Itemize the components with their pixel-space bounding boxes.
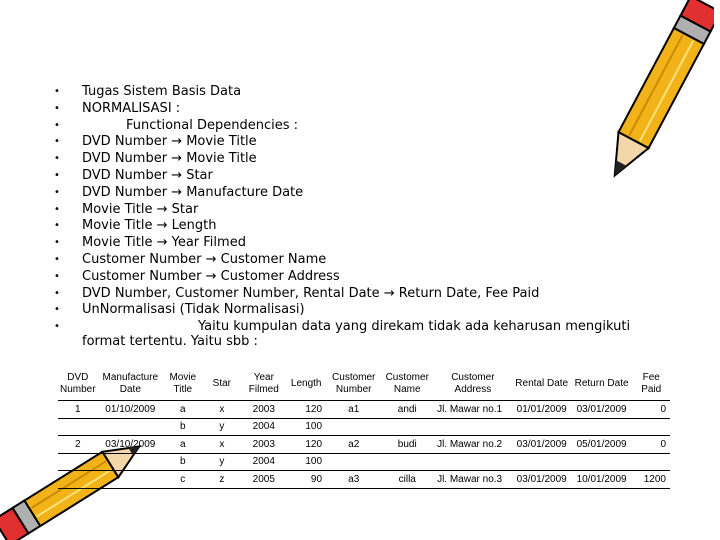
table-cell: 05/01/2009 [571, 436, 633, 454]
column-header: Star [212, 378, 231, 389]
list-item: • Tugas Sistem Basis Data [54, 84, 242, 99]
table-cell: 2004 [241, 453, 286, 471]
table-cell [381, 418, 433, 436]
table-cell: a2 [326, 436, 381, 454]
table-cell: Jl. Mawar no.2 [433, 436, 513, 454]
table-cell [513, 453, 571, 471]
table-cell: y [202, 418, 241, 436]
column-header: Movie Title [169, 372, 197, 395]
table-cell: z [202, 471, 241, 489]
bullet-list [52, 84, 652, 336]
bullet-icon: • [54, 136, 60, 148]
list-item: • Movie Title → Year Filmed [54, 235, 246, 251]
column-header: Fee Paid [641, 372, 662, 395]
table-cell: a [163, 401, 202, 419]
table-cell [58, 471, 98, 489]
table-cell [326, 453, 381, 471]
table-cell: 03/01/2009 [513, 436, 571, 454]
table-cell: 03/10/2009 [98, 436, 164, 454]
table-cell: Jl. Mawar no.3 [433, 471, 513, 489]
list-item: • NORMALISASI : [54, 100, 181, 116]
column-header: Length [290, 378, 322, 389]
unnormalized-table [58, 368, 670, 489]
bullet-icon: • [54, 304, 60, 316]
column-header: Customer Address [451, 372, 495, 395]
table-cell: 90 [286, 471, 326, 489]
table-cell: 2003 [241, 401, 286, 419]
table-cell: a1 [326, 401, 381, 419]
bullet-icon: • [54, 153, 60, 165]
table-cell: 01/10/2009 [98, 401, 164, 419]
table-cell [513, 418, 571, 436]
column-header: DVD Number [60, 372, 96, 395]
paragraph-continuation: format tertentu. Yaitu sbb : [82, 334, 258, 349]
table-cell: 2004 [241, 418, 286, 436]
bullet-icon: • [54, 270, 60, 282]
column-header: Customer Number [332, 372, 376, 395]
table-cell: x [202, 436, 241, 454]
list-item: • DVD Number → Star [54, 167, 213, 183]
bullet-icon: • [54, 253, 60, 265]
bullet-icon: • [54, 119, 60, 131]
list-item: • UnNormalisasi (Tidak Normalisasi) [54, 302, 305, 318]
list-item: • DVD Number → Movie Title [54, 134, 257, 150]
table-row [58, 401, 670, 419]
table-row [58, 418, 670, 436]
table-cell: 100 [286, 453, 326, 471]
table-cell [326, 418, 381, 436]
table-cell: 0 [632, 401, 670, 419]
bullet-icon: • [54, 203, 60, 215]
list-item: • Functional Dependencies : [54, 117, 299, 133]
table-cell: a3 [326, 471, 381, 489]
table-header-row [58, 368, 670, 401]
table-cell: 2003 [241, 436, 286, 454]
column-header: Rental Date [515, 378, 569, 389]
table-cell: a [163, 436, 202, 454]
column-header: Customer Name [385, 372, 429, 395]
table-cell [433, 453, 513, 471]
table-cell [433, 418, 513, 436]
column-header: Year Filmed [248, 372, 279, 395]
list-item: • DVD Number, Customer Number, Rental Date → Return Date, Fee Paid [54, 285, 540, 301]
column-header: Manufacture Date [102, 372, 159, 395]
table-cell [98, 418, 164, 436]
table-cell: budi [381, 436, 433, 454]
list-item: • Customer Number → Customer Name [54, 251, 327, 267]
bullet-icon: • [54, 86, 60, 97]
table-row [58, 436, 670, 454]
table-row [58, 471, 670, 489]
bullet-icon: • [54, 220, 60, 232]
table-cell [632, 453, 670, 471]
table-cell: b [163, 453, 202, 471]
table-cell: Jl. Mawar no.1 [433, 401, 513, 419]
table-cell: 2 [58, 436, 98, 454]
table-cell: y [202, 453, 241, 471]
table-cell [381, 453, 433, 471]
column-header: Return Date [574, 378, 629, 389]
table-cell [58, 453, 98, 471]
table-cell: 120 [286, 401, 326, 419]
bullet-icon: • [54, 102, 60, 114]
list-item: • Customer Number → Customer Address [54, 268, 340, 284]
table-cell: x [202, 401, 241, 419]
table-cell: b [163, 418, 202, 436]
table-cell [98, 453, 164, 471]
table-cell: 1200 [632, 471, 670, 489]
table-cell: 01/01/2009 [513, 401, 571, 419]
table-cell: 2005 [241, 471, 286, 489]
table-cell [571, 418, 633, 436]
bullet-icon: • [54, 186, 60, 198]
table-cell: 03/01/2009 [571, 401, 633, 419]
bullet-icon: • [54, 321, 60, 333]
list-item: • Yaitu kumpulan data yang direkam tidak ada keharusan mengikuti [54, 319, 631, 335]
list-item: • Movie Title → Length [54, 218, 217, 234]
table-cell: 120 [286, 436, 326, 454]
bullet-icon: • [54, 237, 60, 249]
table-cell: cilla [381, 471, 433, 489]
list-item: • Movie Title → Star [54, 201, 199, 217]
table-cell: 03/01/2009 [513, 471, 571, 489]
table-cell: andi [381, 401, 433, 419]
table-cell [58, 418, 98, 436]
table-cell [98, 471, 164, 489]
table-cell [571, 453, 633, 471]
table-cell: 10/01/2009 [571, 471, 633, 489]
table-cell: 1 [58, 401, 98, 419]
table-cell: 0 [632, 436, 670, 454]
list-item: • DVD Number → Movie Title [54, 151, 257, 167]
bullet-icon: • [54, 169, 60, 181]
table-cell: 100 [286, 418, 326, 436]
table-row [58, 453, 670, 471]
table-cell [632, 418, 670, 436]
list-item: • DVD Number → Manufacture Date [54, 184, 304, 200]
bullet-icon: • [54, 287, 60, 299]
table-cell: c [163, 471, 202, 489]
